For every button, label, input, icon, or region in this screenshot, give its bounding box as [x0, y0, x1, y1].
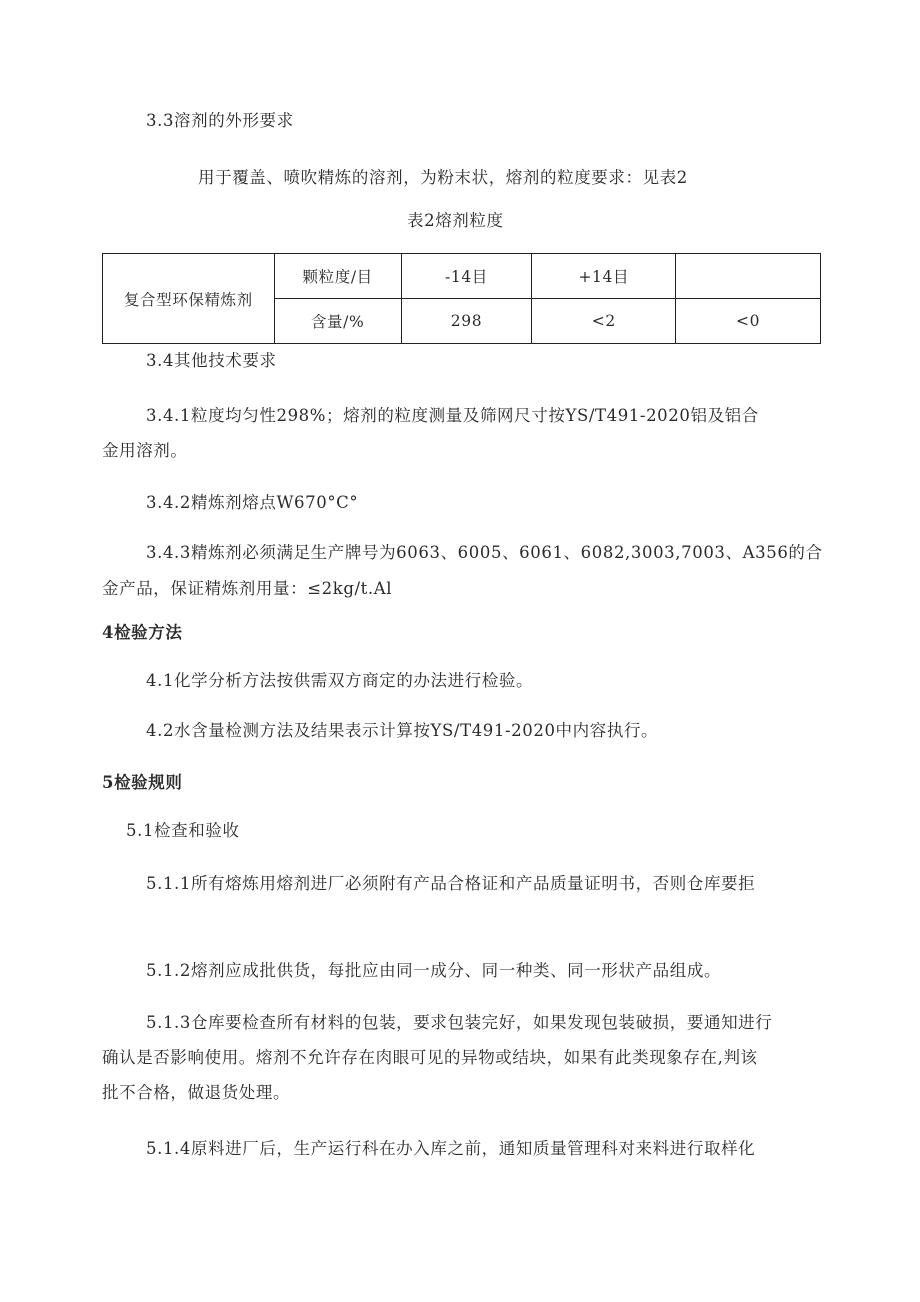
header-cell: +14目 — [532, 254, 676, 299]
section-5-title: 5检验规则 — [102, 773, 183, 792]
product-cell: 复合型环保精炼剂 — [103, 254, 275, 344]
section-5-1-3-line2: 确认是否影响使用。熔剂不允许存在肉眼可见的异物或结块，如果有此类现象存在,判该 — [102, 1048, 758, 1067]
section-4-2: 4.2水含量检测方法及结果表示计算按YS/T491-2020中内容执行。 — [146, 721, 659, 740]
section-3-4-1-line1: 3.4.1粒度均匀性298%；熔剂的粒度测量及筛网尺寸按YS/T491-2020铝及铝合 — [146, 406, 759, 425]
section-5-1-3-line1: 5.1.3仓库要检查所有材料的包装，要求包装完好，如果发现包装破损，要通知进行 — [146, 1013, 773, 1032]
section-3-4-3-line2: 金产品，保证精炼剂用量：≤2kg/t.Al — [102, 579, 393, 598]
header-cell — [676, 254, 821, 299]
section-5-1-1: 5.1.1所有熔炼用熔剂进厂必须附有产品合格证和产品质量证明书，否则仓库要拒 — [146, 874, 756, 893]
section-3-4-2: 3.4.2精炼剂熔点W670°C° — [146, 493, 359, 512]
section-4-1: 4.1化学分析方法按供需双方商定的办法进行检验。 — [146, 671, 534, 690]
section-3-3-text: 用于覆盖、喷吹精炼的溶剂，为粉末状，熔剂的粒度要求：见表2 — [198, 168, 688, 187]
table-row — [103, 254, 821, 299]
section-5-1-3-line3: 批不合格，做退货处理。 — [102, 1083, 291, 1102]
data-cell: <2 — [532, 299, 676, 344]
header-cell: -14目 — [401, 254, 532, 299]
section-5-1-4: 5.1.4原料进厂后，生产运行科在办入库之前，通知质量管理科对来料进行取样化 — [146, 1139, 756, 1158]
table-caption: 表2熔剂粒度 — [407, 211, 504, 230]
section-4-title: 4检验方法 — [102, 623, 183, 642]
section-3-3-title: 3.3溶剂的外形要求 — [146, 111, 294, 130]
grain-size-table — [102, 253, 821, 344]
data-cell: 298 — [401, 299, 532, 344]
section-3-4-3-line1: 3.4.3精炼剂必须满足生产牌号为6063、6005、6061、6082,3003,7003、A356的合 — [146, 543, 823, 562]
section-3-4-title: 3.4其他技术要求 — [146, 351, 277, 370]
data-cell: 含量/% — [274, 299, 401, 344]
section-5-1-2: 5.1.2熔剂应成批供货，每批应由同一成分、同一种类、同一形状产品组成。 — [146, 961, 722, 980]
data-cell: <0 — [676, 299, 821, 344]
header-cell: 颗粒度/目 — [274, 254, 401, 299]
section-3-4-1-line2: 金用溶剂。 — [102, 441, 188, 460]
section-5-1: 5.1检查和验收 — [126, 821, 240, 840]
